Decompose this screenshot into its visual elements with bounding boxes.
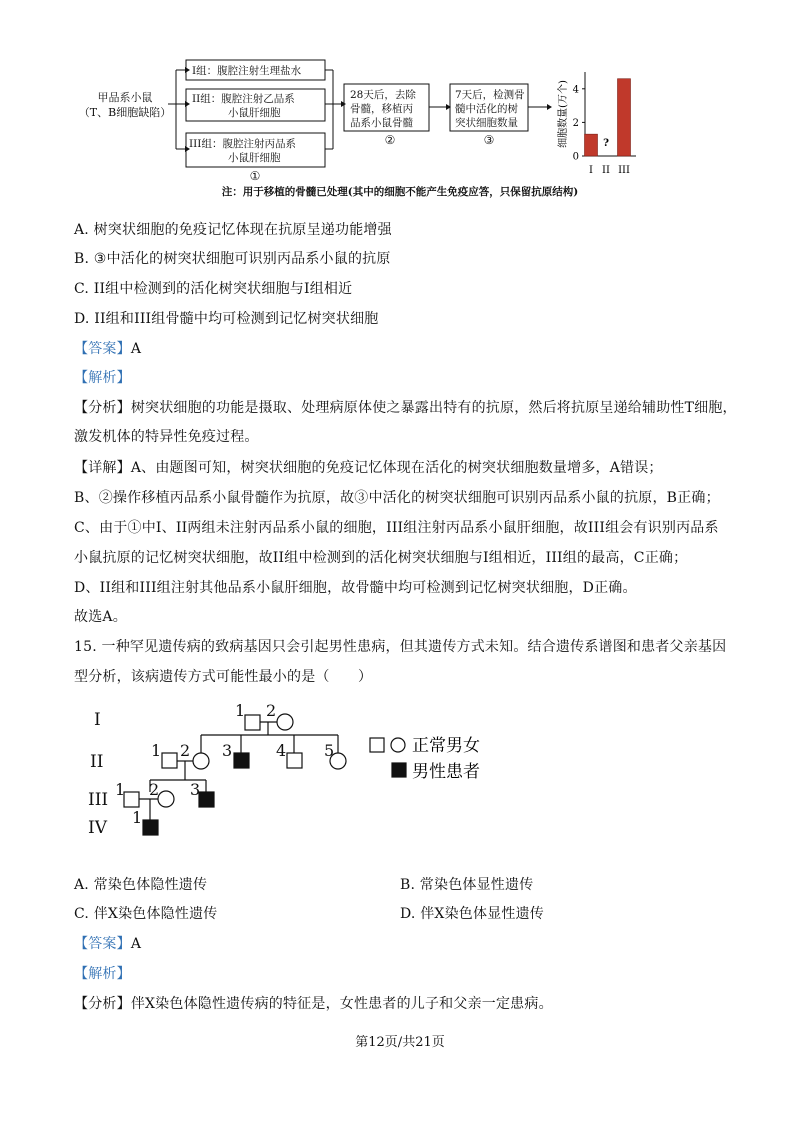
q14-analysis-tag: 【解析】 (74, 370, 131, 386)
iii2-female (158, 791, 174, 807)
q15-analysis-tag: 【解析】 (74, 966, 131, 982)
group2-text-1: II组：腹腔注射乙品系 (192, 93, 295, 105)
num-i1: 1 (235, 701, 246, 720)
q14-xiangjie-c2: 小鼠抗原的记忆树突状细胞，故II组中检测到的活化树突状细胞与I组相近，III组的最高，C正确； (74, 550, 688, 566)
chart-ytick-label: 0 (572, 151, 579, 163)
q15-option-d: D. 伴X染色体显性遗传 (400, 906, 544, 922)
q14-xiangjie-b: B、②操作移植丙品系小鼠骨髓作为抗原，故③中活化的树突状细胞可识别丙品系小鼠的抗原，B正确； (74, 490, 720, 506)
i1-male (245, 715, 260, 730)
mouse-label-1: 甲品系小鼠 (97, 91, 153, 104)
step2-text-1: 28天后，去除 (350, 89, 416, 101)
page-footer: 第12页/共21页 (355, 1035, 445, 1050)
legend-patient-icon (392, 763, 406, 777)
q15-option-a: A. 常染色体隐性遗传 (74, 877, 208, 893)
step3-number: ③ (483, 133, 495, 147)
chart-bar-III (618, 79, 631, 156)
chart-unknown-marker: ? (603, 138, 609, 149)
legend-patient-label: 男性患者 (412, 762, 480, 782)
q14-option-a: A. 树突状细胞的免疫记忆体现在抗原呈递功能增强 (74, 222, 392, 238)
num-iii3: 3 (190, 780, 201, 799)
q15-option-b: B. 常染色体显性遗传 (400, 877, 534, 893)
num-iii2: 2 (149, 780, 160, 799)
num-iv1: 1 (132, 808, 143, 827)
q14-xiangjie-d: D、II组和III组注射其他品系小鼠肝细胞，故骨髓中均可检测到记忆树突状细胞，D正确。 (74, 580, 637, 596)
gen-label-iv: IV (88, 818, 107, 838)
ii4-male (287, 753, 302, 768)
q14-xiangjie-line (74, 457, 663, 477)
ii1-male (162, 753, 177, 768)
xiangjie-a: A、由题图可知，树突状细胞的免疫记忆体现在活化的树突状细胞数量增多，A错误； (130, 460, 663, 476)
experiment-figure (0, 0, 800, 210)
group1-text: I组：腹腔注射生理盐水 (192, 65, 302, 77)
fenxi-tag: 【分析】 (74, 400, 131, 416)
chart-category-label: I (589, 165, 593, 176)
q14-fenxi-line-2: 激发机体的特异性免疫过程。 (74, 429, 259, 445)
ii3-affected-male (234, 753, 249, 768)
group3-text-1: III组：腹腔注射丙品系 (189, 138, 296, 150)
q15-option-c: C. 伴X染色体隐性遗传 (74, 906, 218, 922)
step3-text-1: 7天后，检测骨 (455, 89, 525, 101)
q14-option-c: C. II组中检测到的活化树突状细胞与I组相近 (74, 281, 353, 297)
q15-fenxi-line (74, 993, 553, 1013)
num-ii4: 4 (276, 741, 287, 760)
legend-normal-female-icon (391, 738, 405, 752)
step2-text-3: 品系小鼠骨髓 (350, 117, 413, 129)
ii2-female (193, 753, 209, 769)
fenxi-text: 树突状细胞的功能是摄取、处理病原体使之暴露出特有的抗原，然后将抗原呈递给辅助性T细胞， (130, 400, 737, 416)
q14-option-b: B. ③中活化的树突状细胞可识别丙品系小鼠的抗原 (74, 251, 391, 267)
figure-note: 注：用于移植的骨髓已处理(其中的细胞不能产生免疫应答，只保留抗原结构) (221, 186, 579, 198)
i2-female (277, 714, 293, 730)
q15-stem-2: 型分析，该病遗传方式可能性最小的是（ ） (74, 669, 373, 685)
legend-normal-male-icon (370, 738, 384, 752)
num-ii3: 3 (222, 741, 233, 760)
num-iii1: 1 (115, 780, 126, 799)
num-ii2: 2 (180, 741, 191, 760)
answer-tag: 【答案】 (74, 341, 131, 357)
answer-tag: 【答案】 (74, 936, 131, 952)
answer-value: A (130, 936, 142, 952)
answer-value: A (130, 341, 142, 357)
step2-text-2: 骨髓，移植丙 (350, 103, 413, 115)
gen-label-iii: III (88, 790, 109, 810)
group2-text-2: 小鼠肝细胞 (228, 107, 281, 119)
num-i2: 2 (266, 701, 277, 720)
q14-answer-line (74, 338, 141, 358)
fenxi-tag: 【分析】 (74, 996, 131, 1012)
q14-option-d: D. II组和III组骨髓中均可检测到记忆树突状细胞 (74, 311, 379, 327)
step2-number: ② (384, 133, 396, 147)
chart-ytick-label: 2 (572, 117, 579, 129)
iii3-affected-male (199, 792, 214, 807)
chart-category-label: II (602, 165, 610, 176)
iv1-affected-male (143, 820, 158, 835)
step3-text-2: 髓中活化的树 (455, 103, 518, 115)
pedigree-chart (0, 690, 800, 850)
q14-xiangjie-c: C、由于①中I、II两组未注射丙品系小鼠的细胞，III组注射丙品系小鼠肝细胞，故III组会有识别丙品系 (74, 520, 719, 536)
bar-chart (556, 72, 636, 176)
legend-normal-label: 正常男女 (412, 736, 480, 756)
q14-fenxi-line (74, 397, 737, 417)
q15-answer-line (74, 933, 141, 953)
iii1-male (124, 792, 139, 807)
step1-number: ① (249, 169, 261, 183)
num-ii5: 5 (324, 741, 335, 760)
q14-conclusion: 故选A。 (74, 609, 127, 625)
num-ii1: 1 (151, 741, 162, 760)
chart-ytick-label: 4 (572, 84, 579, 96)
gen-label-ii: II (90, 752, 104, 772)
fenxi-text: 伴X染色体隐性遗传病的特征是，女性患者的儿子和父亲一定患病。 (130, 996, 553, 1012)
chart-category-label: III (618, 165, 630, 176)
chart-bar-I (585, 134, 598, 156)
q15-stem-1: 15. 一种罕见遗传病的致病基因只会引起男性患病，但其遗传方式未知。结合遗传系谱图和患者父亲基因 (74, 639, 727, 655)
gen-label-i: I (94, 710, 101, 730)
xiangjie-tag: 【详解】 (74, 460, 131, 476)
mouse-label-2: （T、B细胞缺陷） (78, 106, 172, 119)
step3-text-3: 突状细胞数量 (455, 117, 518, 129)
group3-text-2: 小鼠肝细胞 (228, 152, 281, 164)
chart-ylabel: 细胞数量(万个) (558, 80, 569, 148)
